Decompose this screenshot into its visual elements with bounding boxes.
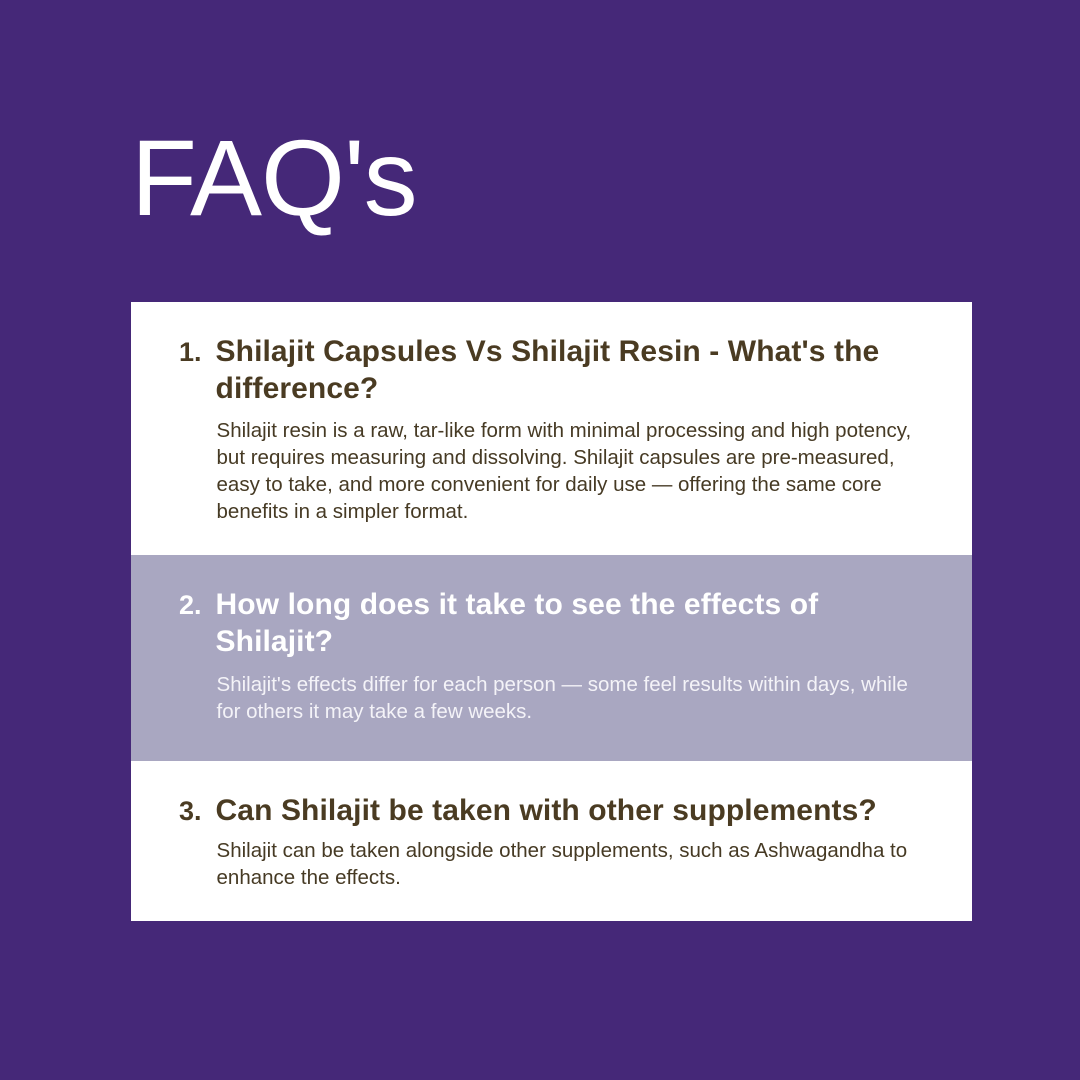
faq-item-3[interactable] xyxy=(131,761,972,922)
faq-item-number: 1. xyxy=(179,337,202,367)
faq-question: How long does it take to see the effects of Shilajit? xyxy=(215,588,819,658)
faq-card xyxy=(131,302,972,921)
faq-question: Shilajit Capsules Vs Shilajit Resin - What's the difference? xyxy=(215,335,880,405)
page-title: FAQ's xyxy=(131,117,417,238)
faq-item-number: 2. xyxy=(179,590,202,621)
faq-item-2[interactable] xyxy=(131,555,972,760)
faq-answer: Shilajit resin is a raw, tar-like form with minimal processing and high potency, but requires measuring and dissolving. Shilajit capsules are pre-measured, easy to take, and more convenient for daily use — offering the same core benefits in a simpler format. xyxy=(216,419,912,524)
faq-question: Can Shilajit be taken with other supplements? xyxy=(215,793,877,827)
faq-item-1[interactable] xyxy=(131,302,972,555)
faq-item-body xyxy=(216,587,936,724)
faq-answer: Shilajit can be taken alongside other supplements, such as Ashwagandha to enhance the effects. xyxy=(216,839,908,890)
faq-item-body xyxy=(216,334,936,525)
faq-item-body xyxy=(216,793,936,892)
faq-item-number: 3. xyxy=(179,795,202,826)
faq-answer: Shilajit's effects differ for each person — some feel results within days, while for others it may take a few weeks. xyxy=(216,672,908,723)
